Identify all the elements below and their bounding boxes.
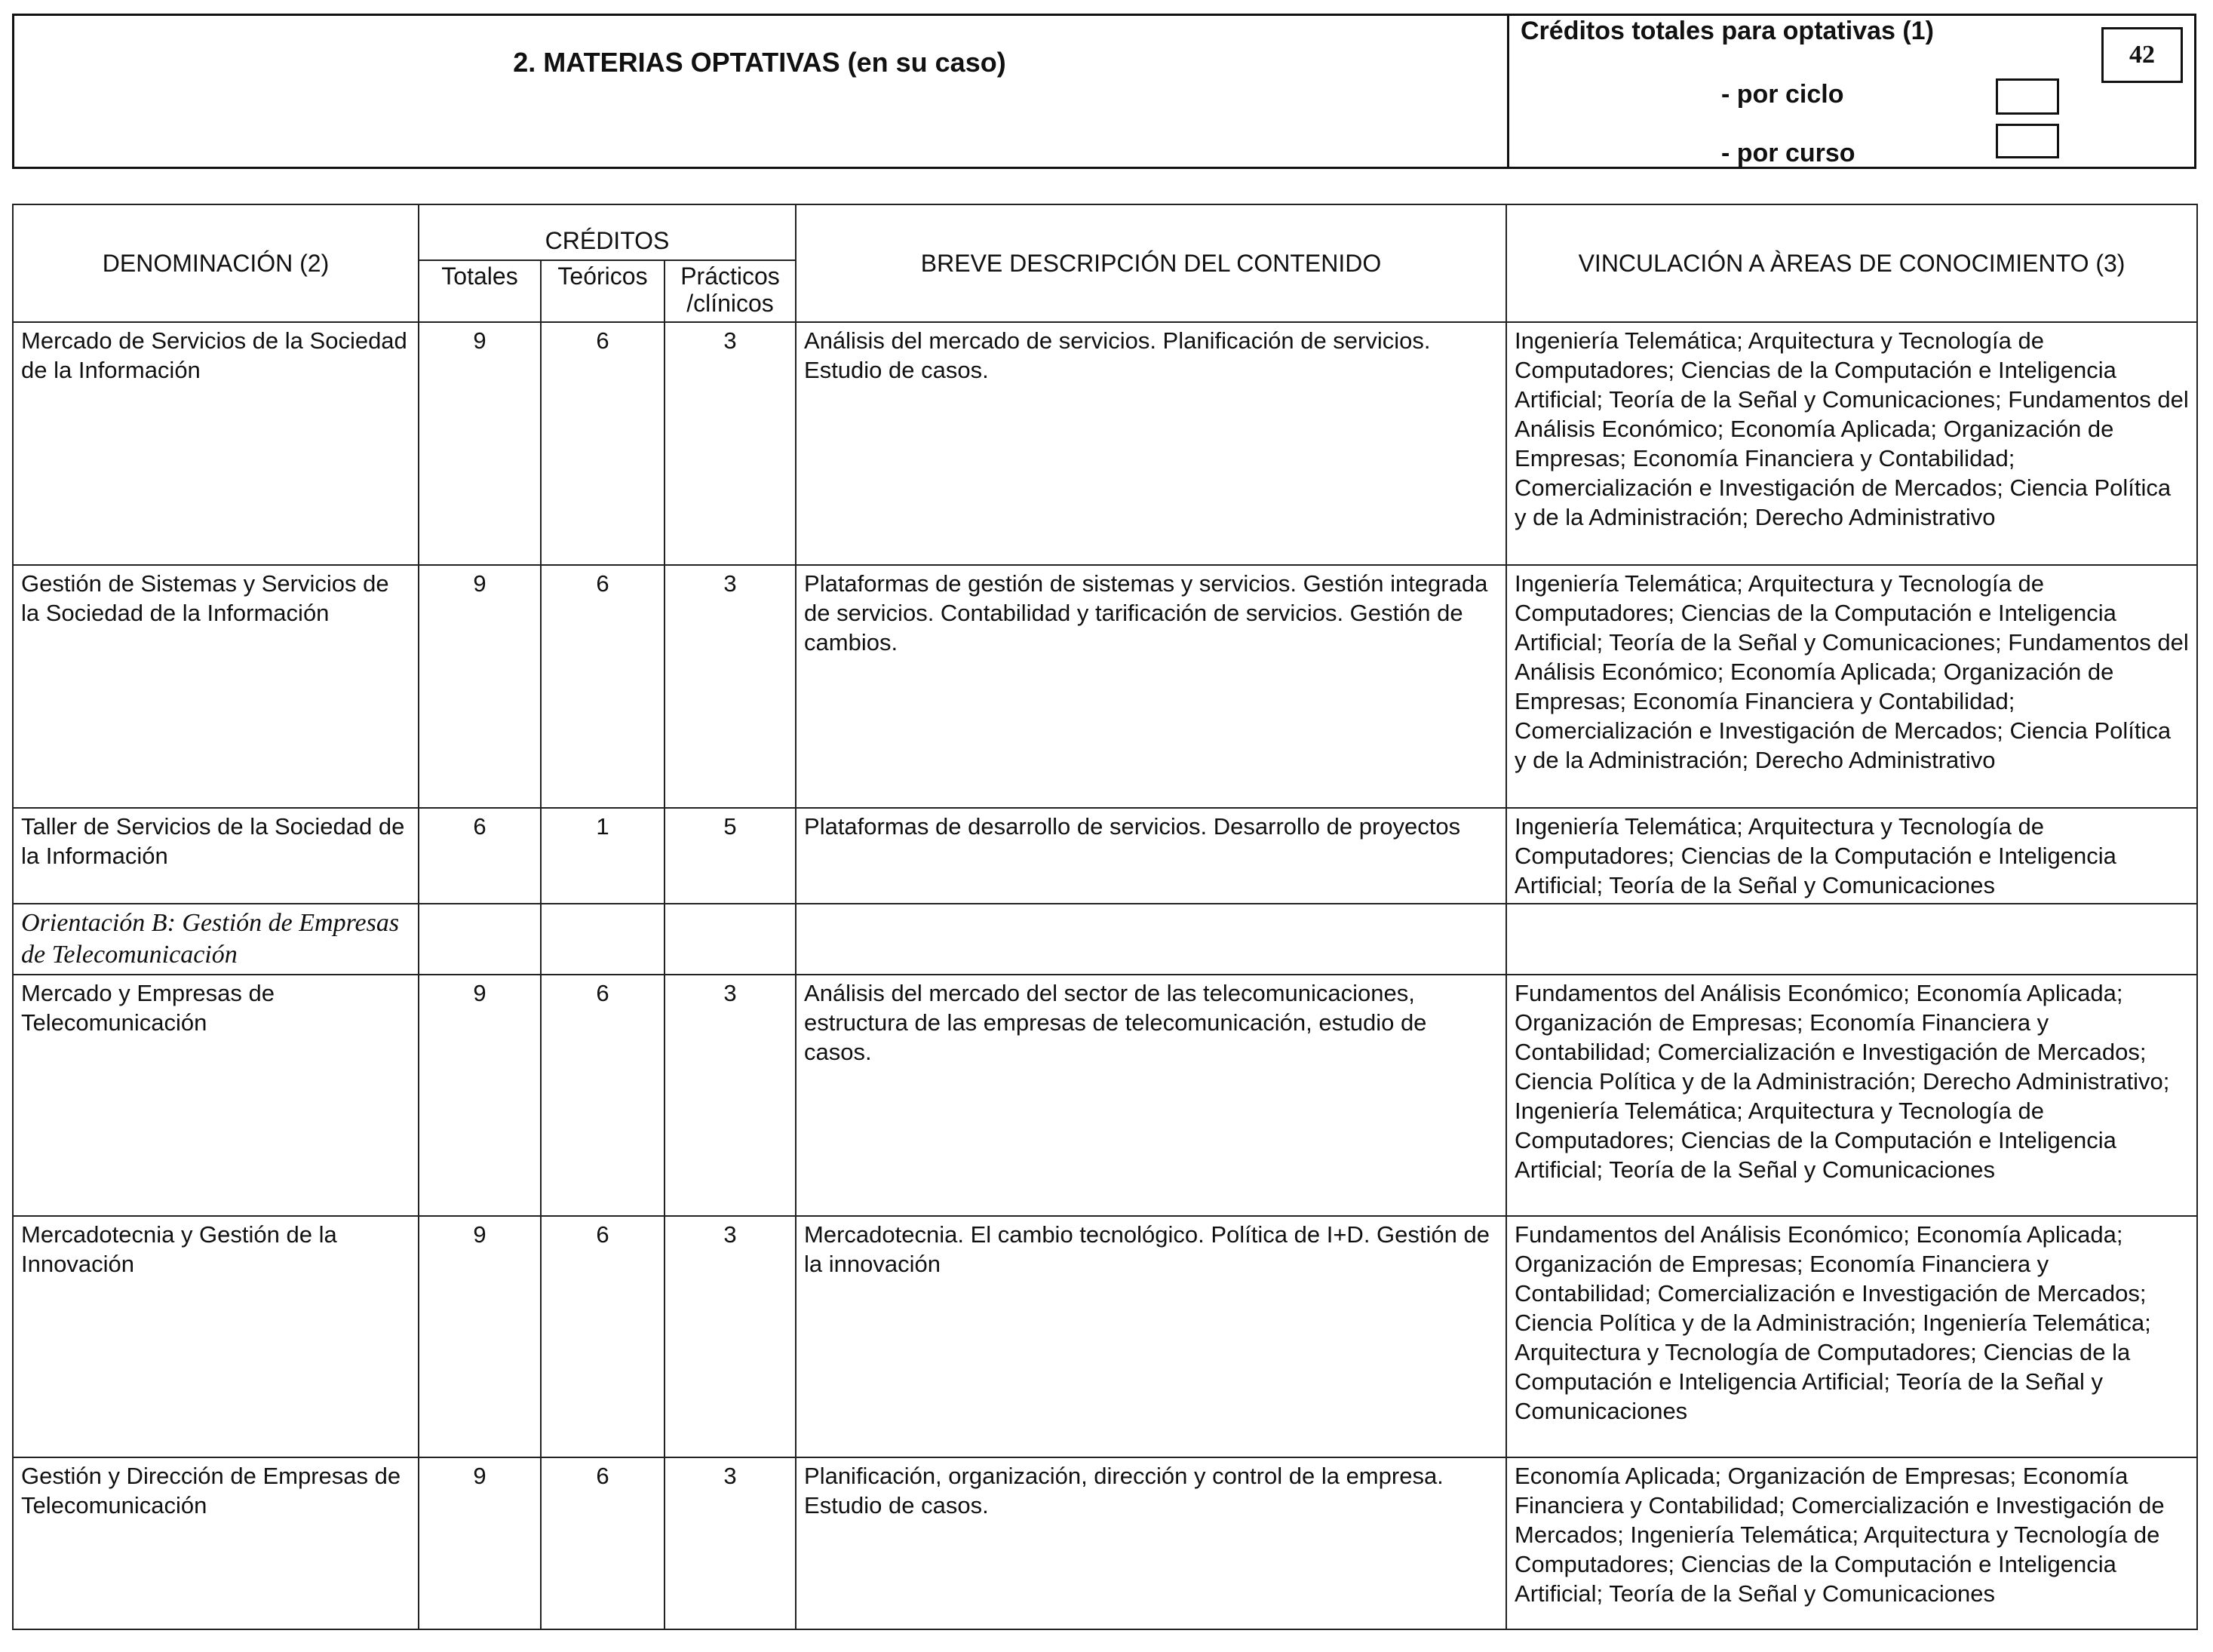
table-row: [13, 565, 2197, 808]
total-credits-label: Créditos totales para optativas (1): [1521, 17, 1934, 45]
credits-total: 9: [419, 565, 541, 808]
course-description: Planificación, organización, dirección y control de la empresa. Estudio de casos.: [796, 1457, 1506, 1629]
table-row: [13, 1216, 2197, 1457]
knowledge-areas: Economía Aplicada; Organización de Empresas; Economía Financiera y Contabilidad; Comercialización e Investigación de Mercados; Ingeniería Telemática; Arquitectura y Tecnología de Computadores; Ciencias de la Computación e Inteligencia Artificial; Teoría de la Señal y Comunicaciones: [1506, 1457, 2197, 1629]
credits-theoretical: 1: [541, 808, 665, 904]
empty-cell: [796, 904, 1506, 975]
empty-cell: [419, 904, 541, 975]
course-description: Mercadotecnia. El cambio tecnológico. Política de I+D. Gestión de la innovación: [796, 1216, 1506, 1457]
course-description: Plataformas de desarrollo de servicios. Desarrollo de proyectos: [796, 808, 1506, 904]
credits-theoretical: 6: [541, 322, 665, 565]
credits-total: 9: [419, 1457, 541, 1629]
knowledge-areas: Ingeniería Telemática; Arquitectura y Tecnología de Computadores; Ciencias de la Computación e Inteligencia Artificial; Teoría de la Señal y Comunicaciones: [1506, 808, 2197, 904]
empty-cell: [665, 904, 796, 975]
credits-practical: 3: [665, 322, 796, 565]
total-credits-value: 42: [2101, 27, 2183, 83]
credits-theoretical: 6: [541, 1457, 665, 1629]
table-row: [13, 1457, 2197, 1629]
credits-practical: 5: [665, 808, 796, 904]
empty-cell: [541, 904, 665, 975]
course-name: Mercado y Empresas de Telecomunicación: [13, 975, 419, 1216]
orientation-row: [13, 904, 2197, 975]
empty-cell: [1506, 904, 2197, 975]
credits-practical: 3: [665, 1457, 796, 1629]
per-course-box: [1996, 124, 2059, 158]
header-theoretical: Teóricos: [541, 260, 665, 322]
course-name: Taller de Servicios de la Sociedad de la Información: [13, 808, 419, 904]
per-cycle-box: [1996, 78, 2059, 115]
course-name: Gestión de Sistemas y Servicios de la Sociedad de la Información: [13, 565, 419, 808]
knowledge-areas: Fundamentos del Análisis Económico; Economía Aplicada; Organización de Empresas; Economía Financiera y Contabilidad; Comercialización e Investigación de Mercados; Ciencia Política y de la Administración; Derecho Administrativo; Ingeniería Telemática; Arquitectura y Tecnología de Computadores; Ciencias de la Computación e Inteligencia Artificial; Teoría de la Señal y Comunicaciones: [1506, 975, 2197, 1216]
course-description: Análisis del mercado de servicios. Planificación de servicios. Estudio de casos.: [796, 322, 1506, 565]
orientation-heading: Orientación B: Gestión de Empresas de Telecomunicación: [13, 904, 419, 975]
knowledge-areas: Ingeniería Telemática; Arquitectura y Tecnología de Computadores; Ciencias de la Computación e Inteligencia Artificial; Teoría de la Señal y Comunicaciones; Fundamentos del Análisis Económico; Economía Aplicada; Organización de Empresas; Economía Financiera y Contabilidad; Comercialización e Investigación de Mercados; Ciencia Política y de la Administración; Derecho Administrativo: [1506, 565, 2197, 808]
course-description: Plataformas de gestión de sistemas y servicios. Gestión integrada de servicios. Contabilidad y tarificación de servicios. Gestión de cambios.: [796, 565, 1506, 808]
credits-theoretical: 6: [541, 565, 665, 808]
knowledge-areas: Ingeniería Telemática; Arquitectura y Tecnología de Computadores; Ciencias de la Computación e Inteligencia Artificial; Teoría de la Señal y Comunicaciones; Fundamentos del Análisis Económico; Economía Aplicada; Organización de Empresas; Economía Financiera y Contabilidad; Comercialización e Investigación de Mercados; Ciencia Política y de la Administración; Derecho Administrativo: [1506, 322, 2197, 565]
course-name: Mercado de Servicios de la Sociedad de la Información: [13, 322, 419, 565]
per-cycle-label: - por ciclo: [1721, 80, 1844, 109]
credits-practical: 3: [665, 565, 796, 808]
credits-practical: 3: [665, 1216, 796, 1457]
header-description: BREVE DESCRIPCIÓN DEL CONTENIDO: [796, 204, 1506, 322]
credits-total: 9: [419, 975, 541, 1216]
course-table: [12, 204, 2198, 1630]
header-areas: VINCULACIÓN A ÀREAS DE CONOCIMIENTO (3): [1506, 204, 2197, 322]
course-name: Gestión y Dirección de Empresas de Telecomunicación: [13, 1457, 419, 1629]
table-row: [13, 975, 2197, 1216]
credits-theoretical: 6: [541, 1216, 665, 1457]
header-divider: [1507, 14, 1509, 169]
credits-practical: 3: [665, 975, 796, 1216]
table-row: [13, 322, 2197, 565]
credits-total: 9: [419, 1216, 541, 1457]
header-practical: Prácticos /clínicos: [665, 260, 796, 322]
course-name: Mercadotecnia y Gestión de la Innovación: [13, 1216, 419, 1457]
header-denomination: DENOMINACIÓN (2): [13, 204, 419, 322]
credits-total: 9: [419, 322, 541, 565]
table-row: [13, 808, 2197, 904]
credits-theoretical: 6: [541, 975, 665, 1216]
course-description: Análisis del mercado del sector de las telecomunicaciones, estructura de las empresas de telecomunicación, estudio de casos.: [796, 975, 1506, 1216]
knowledge-areas: Fundamentos del Análisis Económico; Economía Aplicada; Organización de Empresas; Economía Financiera y Contabilidad; Comercialización e Investigación de Mercados; Ciencia Política y de la Administración; Ingeniería Telemática; Arquitectura y Tecnología de Computadores; Ciencias de la Computación e Inteligencia Artificial; Teoría de la Señal y Comunicaciones: [1506, 1216, 2197, 1457]
section-title: 2. MATERIAS OPTATIVAS (en su caso): [513, 47, 1006, 78]
header-credits: CRÉDITOS: [419, 204, 796, 260]
header-totals: Totales: [419, 260, 541, 322]
per-course-label: - por curso: [1721, 139, 1855, 167]
credits-total: 6: [419, 808, 541, 904]
